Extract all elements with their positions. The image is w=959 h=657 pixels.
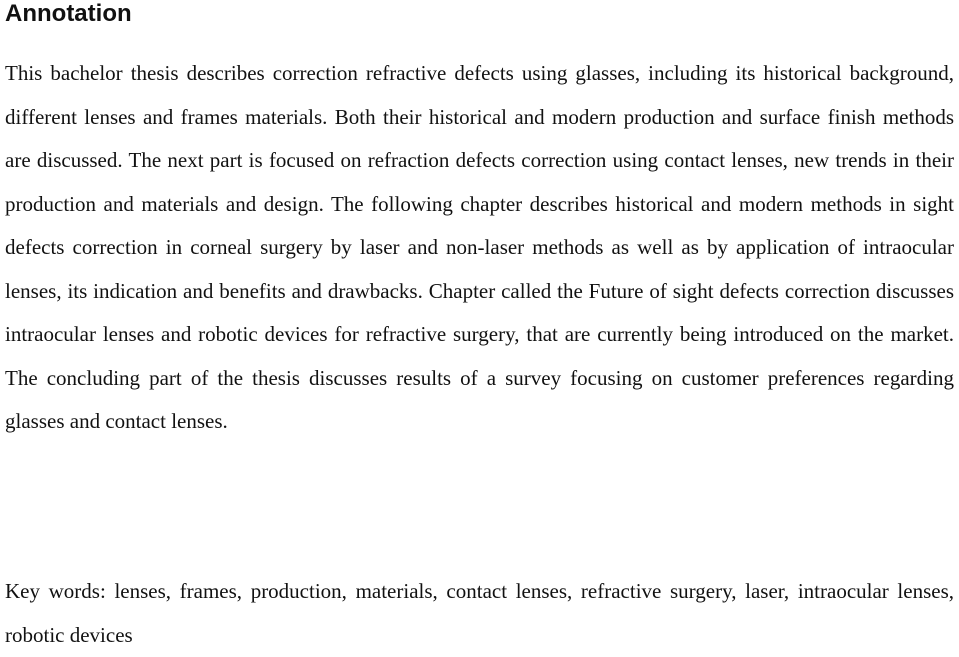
keywords-paragraph: Key words: lenses, frames, production, materials, contact lenses, refractive surgery, laser, intraocular lenses, robotic devices	[5, 579, 954, 647]
annotation-heading: Annotation	[5, 0, 132, 27]
document-page	[5, 0, 954, 647]
abstract-paragraph: This bachelor thesis describes correction refractive defects using glasses, including its historical background, different lenses and frames materials. Both their historical and modern production and surface finish methods are discussed. The next part is focused on refraction defects correction using contact lenses, new trends in their production and materials and design. The following chapter describes historical and modern methods in sight defects correction in corneal surgery by laser and non-laser methods as well as by application of intraocular lenses, its indication and benefits and drawbacks. Chapter called the Future of sight defects correction discusses intraocular lenses and robotic devices for refractive surgery, that are currently being introduced on the market. The concluding part of the thesis discusses results of a survey focusing on customer preferences regarding glasses and contact lenses.	[5, 61, 954, 433]
